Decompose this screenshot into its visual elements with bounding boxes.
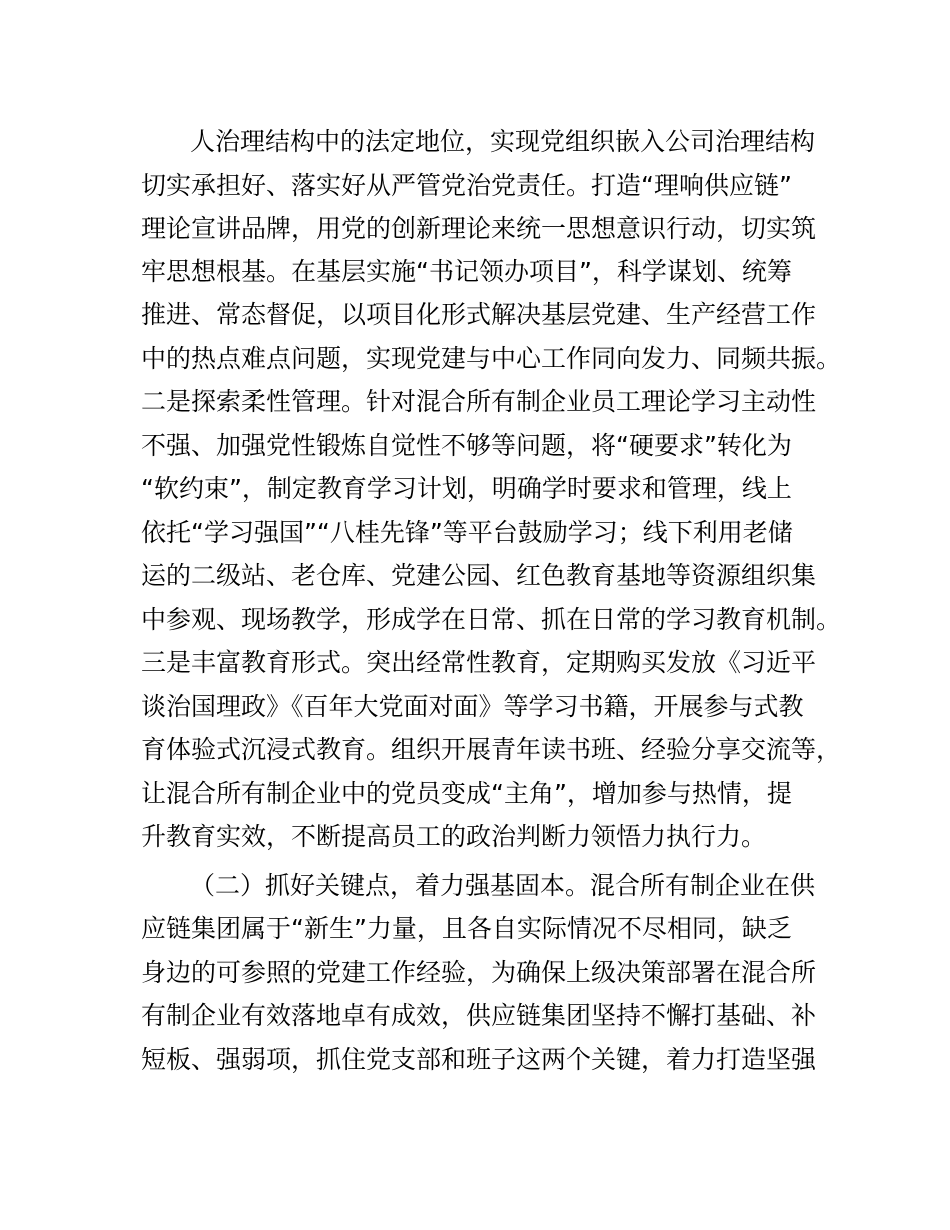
- text-line: 二是探索柔性管理。针对混合所有制企业员工理论学习主动性: [141, 387, 817, 416]
- text-line: （二）抓好关键点，着力强基固本。混合所有制企业在供: [190, 871, 816, 900]
- text-line: 运的二级站、老仓库、党建公园、红色教育基地等资源组织集: [141, 561, 817, 590]
- text-line: 让混合所有制企业中的党员变成“主角”，增加参与热情，提: [141, 779, 792, 808]
- text-line: 人治理结构中的法定地位，实现党组织嵌入公司治理结构: [190, 127, 816, 156]
- text-line: “软约束”，制定教育学习计划，明确学时要求和管理，线上: [141, 474, 792, 503]
- text-line: 短板、强弱项，抓住党支部和班子这两个关键，着力打造坚强: [141, 1045, 817, 1074]
- text-line: 牢思想根基。在基层实施“书记领办项目”，科学谋划、统筹: [141, 257, 792, 286]
- text-line: 不强、加强党性锻炼自觉性不够等问题，将“硬要求”转化为: [141, 431, 792, 460]
- text-line: 应链集团属于“新生”力量，且各自实际情况不尽相同，缺乏: [141, 914, 792, 943]
- text-line: 谈治国理政》《百年大党面对面》等学习书籍，开展参与式教: [141, 692, 804, 721]
- text-line: 有制企业有效落地卓有成效，供应链集团坚持不懈打基础、补: [141, 1001, 817, 1030]
- text-line: 中的热点难点问题，实现党建与中心工作同向发力、同频共振。: [141, 344, 842, 373]
- text-line: 依托“学习强国”“八桂先锋”等平台鼓励学习；线下利用老储: [141, 518, 793, 547]
- text-line: 身边的可参照的党建工作经验，为确保上级决策部署在混合所: [141, 958, 817, 987]
- text-line: 推进、常态督促，以项目化形式解决基层党建、生产经营工作: [141, 300, 817, 329]
- text-line: 中参观、现场教学，形成学在日常、抓在日常的学习教育机制。: [141, 605, 842, 634]
- text-line: 切实承担好、落实好从严管党治党责任。打造“理响供应链”: [141, 171, 792, 200]
- text-line: 育体验式沉浸式教育。组织开展青年读书班、经验分享交流等，: [141, 735, 842, 764]
- text-line: 升教育实效，不断提高员工的政治判断力领悟力执行力。: [141, 822, 767, 851]
- text-line: 三是丰富教育形式。突出经常性教育，定期购买发放《习近平: [141, 648, 817, 677]
- text-line: 理论宣讲品牌，用党的创新理论来统一思想意识行动，切实筑: [141, 214, 817, 243]
